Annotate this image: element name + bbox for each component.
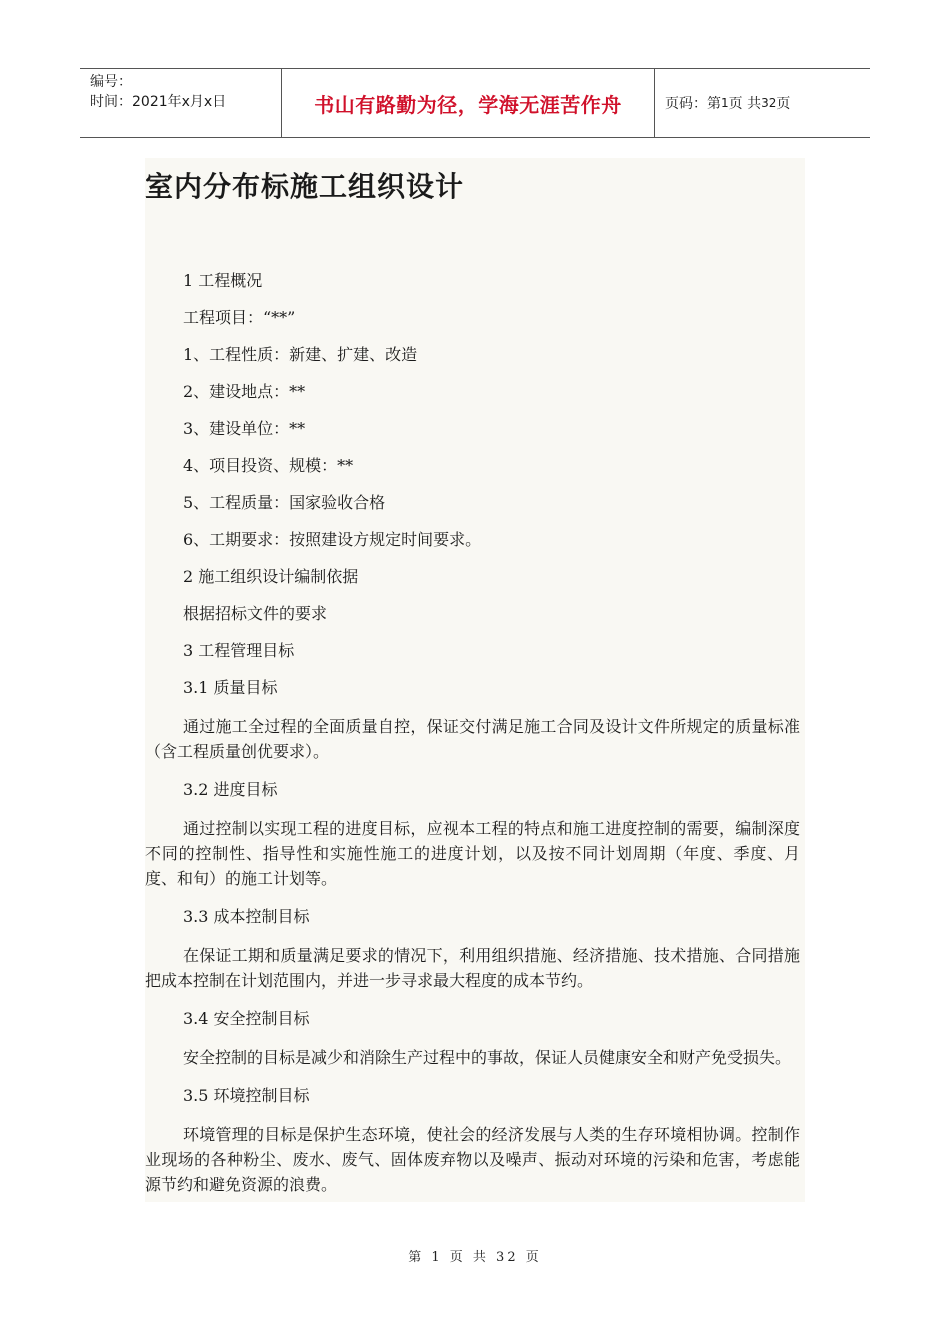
code-label: 编号： bbox=[90, 74, 132, 90]
header-page-info bbox=[655, 69, 870, 137]
paragraph: 在保证工期和质量满足要求的情况下，利用组织措施、经济措施、技术措施、合同措施把成本控制在计划范围内，并进一步寻求最大程度的成本节约。 bbox=[145, 946, 800, 990]
page-header bbox=[80, 68, 870, 138]
document-body bbox=[145, 262, 800, 1204]
time-text: 时间：2021年x月x日 bbox=[90, 94, 227, 110]
header-meta bbox=[80, 69, 282, 137]
list-item: 3、建设单位：** bbox=[183, 419, 306, 438]
page-footer: 第 1 页 共 32 页 bbox=[408, 1250, 542, 1265]
page-suffix: 页 bbox=[776, 96, 791, 112]
document-title: 室内分布标施工组织设计 bbox=[145, 170, 465, 203]
list-item: 4、项目投资、规模：** bbox=[183, 456, 354, 475]
subsection-heading: 3.3 成本控制目标 bbox=[183, 907, 310, 926]
section-heading: 1 工程概况 bbox=[183, 271, 263, 290]
body-line: 根据招标文件的要求 bbox=[183, 604, 328, 623]
list-item: 5、工程质量：国家验收合格 bbox=[183, 493, 386, 512]
page-total: 32 bbox=[761, 96, 777, 110]
section-heading: 3 工程管理目标 bbox=[183, 641, 295, 660]
subsection-heading: 3.4 安全控制目标 bbox=[183, 1009, 310, 1028]
subsection-heading: 3.5 环境控制目标 bbox=[183, 1086, 310, 1105]
subsection-heading: 3.2 进度目标 bbox=[183, 780, 278, 799]
list-item: 6、工期要求：按照建设方规定时间要求。 bbox=[183, 530, 482, 549]
paragraph: 通过施工全过程的全面质量自控，保证交付满足施工合同及设计文件所规定的质量标准（含工程质量创优要求）。 bbox=[145, 717, 800, 761]
list-item: 2、建设地点：** bbox=[183, 382, 306, 401]
page-prefix: 页码：第 bbox=[665, 96, 721, 112]
paragraph: 安全控制的目标是减少和消除生产过程中的事故，保证人员健康安全和财产免受损失。 bbox=[183, 1048, 792, 1067]
paragraph: 通过控制以实现工程的进度目标，应视本工程的特点和施工进度控制的需要，编制深度不同的控制性、指导性和实施性施工的进度计划，以及按不同计划周期（年度、季度、月度、和旬）的施工计划等。 bbox=[145, 819, 800, 888]
header-motto: 书山有路勤为径，学海无涯苦作舟 bbox=[282, 69, 655, 137]
page-mid: 页 共 bbox=[728, 96, 762, 112]
page-number: 1 bbox=[721, 96, 729, 110]
subsection-heading: 3.1 质量目标 bbox=[183, 678, 278, 697]
section-heading: 2 施工组织设计编制依据 bbox=[183, 567, 359, 586]
project-line: 工程项目：“**” bbox=[183, 308, 296, 327]
list-item: 1、工程性质：新建、扩建、改造 bbox=[183, 345, 418, 364]
paragraph: 环境管理的目标是保护生态环境，使社会的经济发展与人类的生存环境相协调。控制作业现场的各种粉尘、废水、废气、固体废弃物以及噪声、振动对环境的污染和危害，考虑能源节约和避免资源的浪费。 bbox=[145, 1125, 800, 1194]
